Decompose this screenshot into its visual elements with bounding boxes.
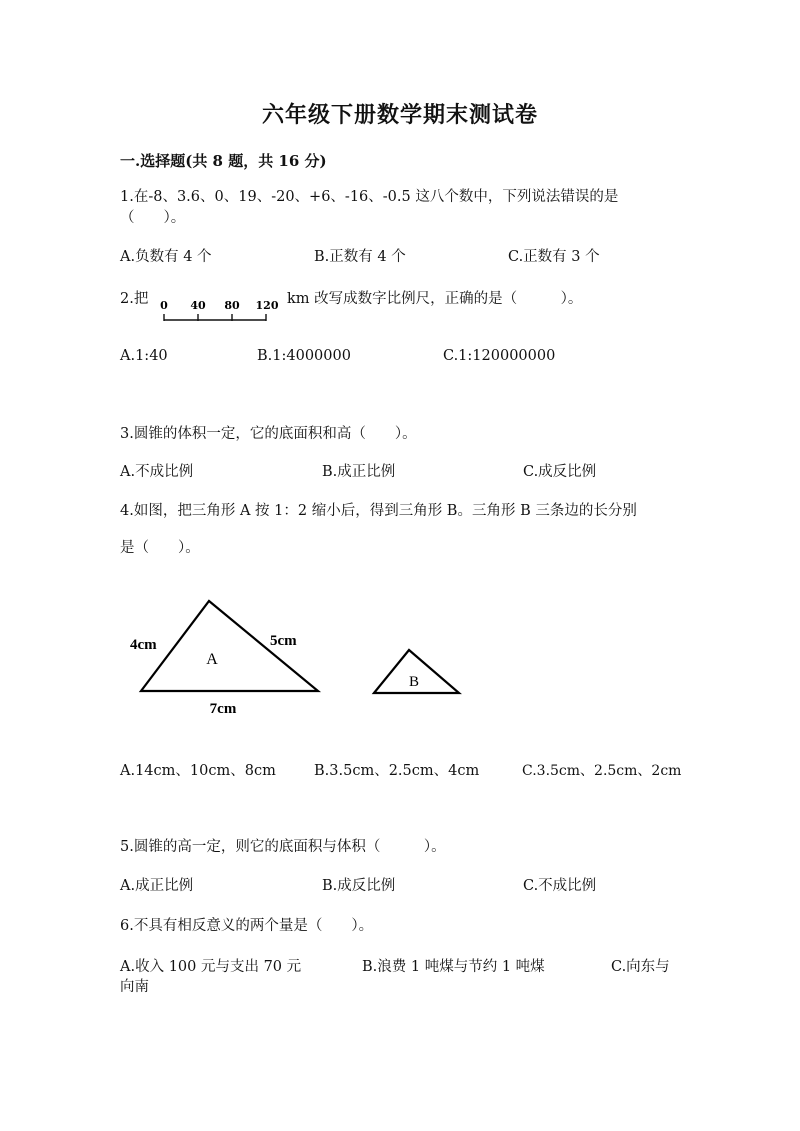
q1-option-b[interactable]: B.正数有 4 个 bbox=[314, 249, 406, 265]
scale-label-40: 40 bbox=[190, 299, 206, 312]
side-left-label: 4cm bbox=[130, 637, 157, 653]
q4-option-a[interactable]: A.14cm、10cm、8cm bbox=[120, 763, 276, 779]
q6-option-a[interactable]: A.收入 100 元与支出 70 元 bbox=[120, 959, 302, 975]
triangle-a-label: A bbox=[206, 651, 218, 668]
q6-option-c[interactable]: C.向东与 bbox=[611, 959, 670, 975]
side-bottom-label: 7cm bbox=[209, 701, 237, 717]
q4-stem-line1: 4.如图，把三角形 A 按 1：2 缩小后，得到三角形 B。三角形 B 三条边的长分别 bbox=[120, 503, 637, 519]
q4-stem-line2: 是（ ）。 bbox=[120, 540, 200, 556]
scale-bar-figure bbox=[158, 296, 284, 324]
triangle-b-label: B bbox=[408, 674, 420, 690]
q5-stem: 5.圆锥的高一定，则它的底面积与体积（ ）。 bbox=[120, 839, 446, 855]
q5-option-a[interactable]: A.成正比例 bbox=[120, 878, 194, 894]
q3-option-a[interactable]: A.不成比例 bbox=[120, 464, 194, 480]
q6-option-b[interactable]: B.浪费 1 吨煤与节约 1 吨煤 bbox=[362, 959, 545, 975]
q6-option-c-wrap[interactable]: 向南 bbox=[120, 979, 149, 995]
q1-option-c[interactable]: C.正数有 3 个 bbox=[508, 249, 600, 265]
q1-stem-line2: （ ）。 bbox=[120, 210, 186, 226]
q4-option-c[interactable]: C.3.5cm、2.5cm、2cm bbox=[522, 763, 682, 779]
triangles-figure bbox=[120, 590, 480, 720]
section-title: 一.选择题(共 8 题，共 16 分) bbox=[120, 152, 327, 170]
side-right-label: 5cm bbox=[270, 633, 297, 649]
q4-option-b[interactable]: B.3.5cm、2.5cm、4cm bbox=[314, 763, 480, 779]
scale-label-120: 120 bbox=[255, 299, 279, 312]
q3-option-c[interactable]: C.成反比例 bbox=[523, 464, 597, 480]
q2-option-b[interactable]: B.1:4000000 bbox=[257, 348, 351, 364]
q3-stem: 3.圆锥的体积一定，它的底面积和高（ ）。 bbox=[120, 426, 417, 442]
q3-option-b[interactable]: B.成正比例 bbox=[322, 464, 396, 480]
scale-label-0: 0 bbox=[160, 299, 168, 312]
scale-label-80: 80 bbox=[224, 299, 240, 312]
q1-stem-line1: 1.在-8、3.6、0、19、-20、+6、-16、-0.5 这八个数中，下列说法错误的是 bbox=[120, 189, 619, 205]
q2-option-c[interactable]: C.1:120000000 bbox=[443, 348, 556, 364]
q2-stem-prefix: 2.把 bbox=[120, 291, 149, 307]
q6-stem: 6.不具有相反意义的两个量是（ ）。 bbox=[120, 918, 374, 934]
page-title: 六年级下册数学期末测试卷 bbox=[261, 102, 538, 128]
q2-option-a[interactable]: A.1:40 bbox=[120, 348, 168, 364]
q5-option-c[interactable]: C.不成比例 bbox=[523, 878, 597, 894]
q5-option-b[interactable]: B.成反比例 bbox=[322, 878, 396, 894]
q2-stem-suffix: km 改写成数字比例尺，正确的是（ ）。 bbox=[287, 291, 583, 307]
q1-option-a[interactable]: A.负数有 4 个 bbox=[120, 249, 212, 265]
